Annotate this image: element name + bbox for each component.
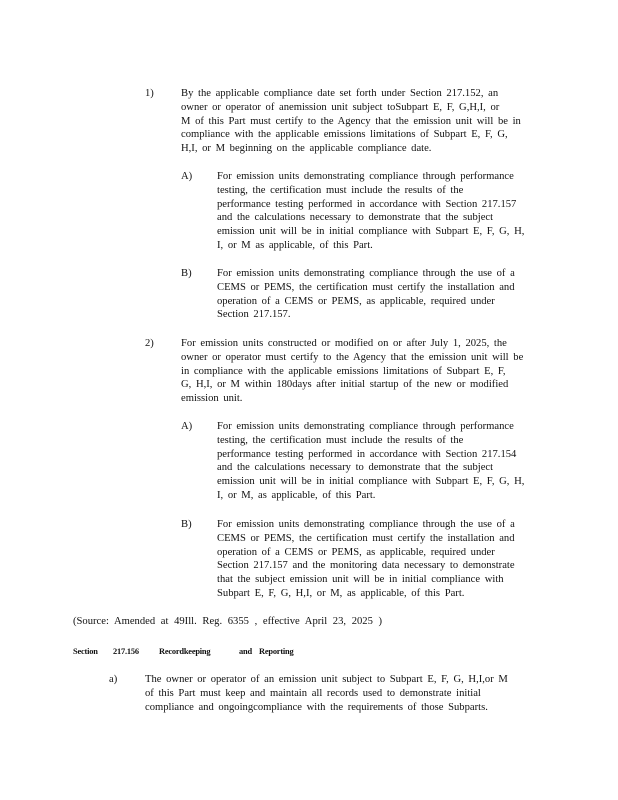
text-line: emission unit.: [181, 393, 243, 405]
text-line: owner or operator of anemission unit subject toSubpart E, F, G,H,I, or: [181, 101, 500, 113]
text-line: owner or operator must certify to the Agency that the emission unit will be: [181, 351, 524, 363]
text-line: The owner or operator of an emission unit subject to Subpart E, F, G, H,I,or M: [145, 674, 508, 685]
text-line: H,I, or M beginning on the applicable compliance date.: [181, 143, 432, 155]
text-line: For emission units demonstrating compliance through performance: [217, 421, 514, 432]
text-line: compliance and ongoingcompliance with the requirements of those Subparts.: [145, 701, 488, 713]
text-line: By the applicable compliance date set forth under Section 217.152, an: [181, 88, 499, 99]
text-line: For emission units constructed or modified on or after July 1, 2025, the: [181, 338, 507, 349]
section-title-part-1: Recordkeeping: [159, 647, 211, 656]
text-line: and the calculations necessary to demonstrate that the subject: [217, 212, 494, 224]
subitem-2a-label: A): [181, 421, 193, 432]
subsection-a-label: a): [109, 674, 118, 685]
text-line: G, H,I, or M within 180days after initial startup of the new or modified: [181, 379, 509, 391]
text-line: CEMS or PEMS, the certification must certify the installation and: [217, 532, 515, 544]
text-line: emission unit will be in initial compliance with Subpart E, F, G, H,: [217, 476, 525, 488]
item-number-2: 2): [145, 338, 154, 349]
text-line: testing, the certification must include the results of the: [217, 434, 464, 446]
subitem-2b-label: B): [181, 519, 192, 530]
text-line: CEMS or PEMS, the certification must certify the installation and: [217, 281, 515, 293]
source-note: (Source: Amended at 49Ill. Reg. 6355 , effective April 23, 2025 ): [73, 616, 383, 627]
text-line: performance testing performed in accordance with Section 217.157: [217, 198, 517, 210]
subitem-2b-text: [217, 518, 515, 601]
subitem-2a-text: [217, 420, 524, 503]
text-line: I, or M, as applicable, of this Part.: [217, 489, 376, 501]
text-line: Section 217.157.: [217, 309, 291, 321]
text-line: Subpart E, F, G, H,I, or M, as applicable, of this Part.: [217, 587, 465, 599]
subsection-a-text: [145, 673, 508, 714]
subitem-1a-label: A): [181, 171, 193, 182]
text-line: performance testing performed in accordance with Section 217.154: [217, 448, 517, 460]
subitem-1b-text: [217, 267, 515, 322]
section-number: 217.156: [113, 647, 139, 656]
text-line: and the calculations necessary to demonstrate that the subject: [217, 462, 494, 474]
text-line: For emission units demonstrating compliance through performance: [217, 171, 514, 182]
item-1-text: [181, 87, 521, 156]
text-line: emission unit will be in initial compliance with Subpart E, F, G, H,: [217, 226, 525, 238]
text-line: compliance with the applicable emissions limitations of Subpart E, F, G,: [181, 129, 508, 141]
text-line: I, or M as applicable, of this Part.: [217, 239, 373, 251]
text-line: For emission units demonstrating compliance through the use of a: [217, 519, 515, 530]
section-title-part-3: Reporting: [259, 647, 294, 656]
section-title-part-2: and: [239, 647, 252, 656]
section-label: Section: [73, 647, 98, 656]
text-line: operation of a CEMS or PEMS, as applicable, required under: [217, 546, 495, 558]
item-2-text: [181, 337, 523, 406]
text-line: testing, the certification must include the results of the: [217, 184, 464, 196]
section-heading: [73, 645, 373, 659]
text-line: in compliance with the applicable emissions limitations of Subpart E, F,: [181, 365, 506, 377]
subitem-1b-label: B): [181, 268, 192, 279]
subitem-1a-text: [217, 170, 524, 253]
text-line: For emission units demonstrating compliance through the use of a: [217, 268, 515, 279]
text-line: M of this Part must certify to the Agency that the emission unit will be in: [181, 115, 521, 127]
text-line: operation of a CEMS or PEMS, as applicable, required under: [217, 295, 495, 307]
text-line: of this Part must keep and maintain all records used to demonstrate initial: [145, 687, 481, 699]
item-number-1: 1): [145, 88, 154, 99]
text-line: that the subject emission unit will be in initial compliance with: [217, 574, 504, 586]
text-line: Section 217.157 and the monitoring data necessary to demonstrate: [217, 560, 515, 572]
